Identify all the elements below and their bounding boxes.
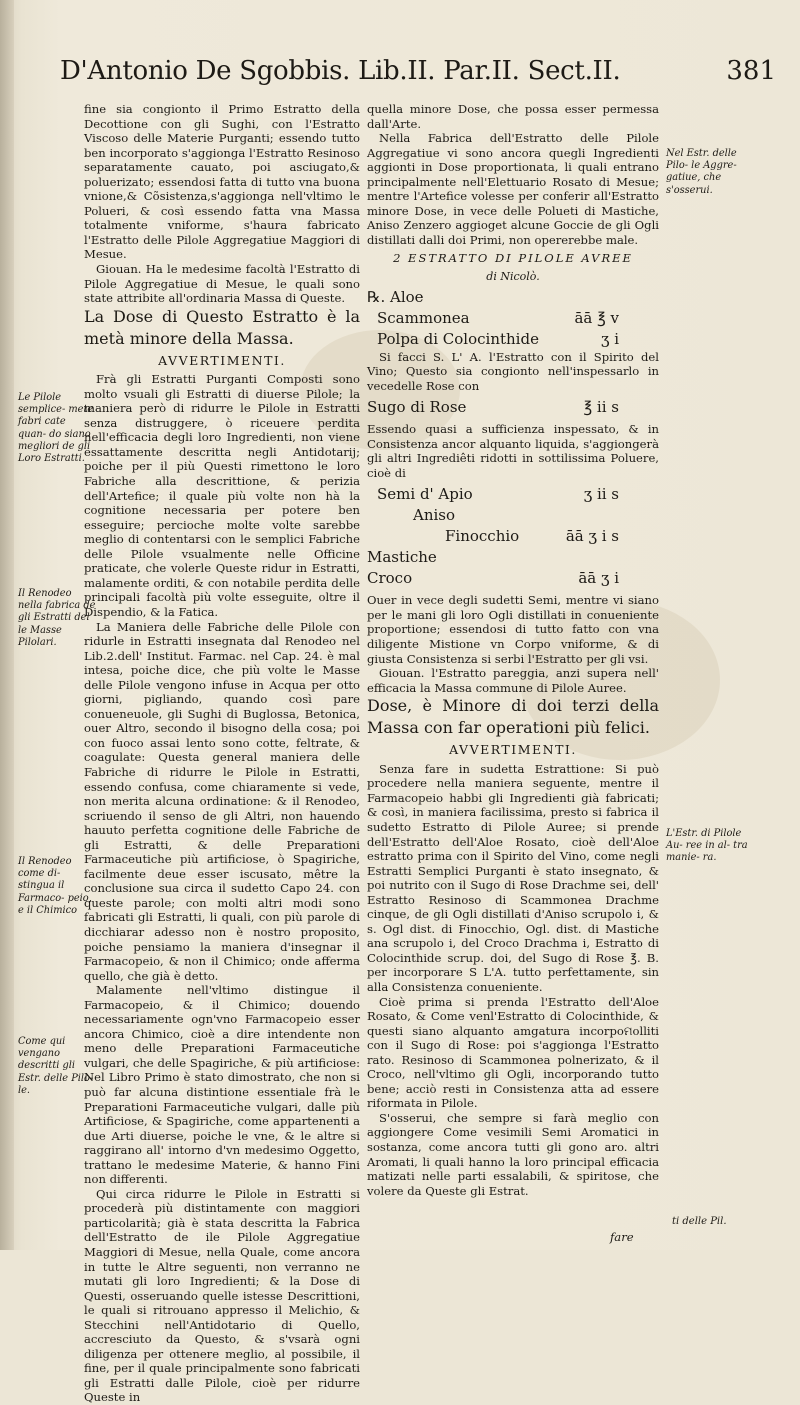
section-heading: AVVERTIMENTI. <box>158 352 286 368</box>
ingredient-name: Finocchio <box>445 527 520 546</box>
margin-note: Le Pilole semplice- mete fabri cate quan- do siano megliori de gli Loro Estratti. <box>18 392 94 465</box>
paragraph: Cioè prima si prenda l'Estratto dell'Aloe Rosato, & Come venl'Estratto di Colocinthide, & questi siano alquanto amgatura incorpoମolliti con il Sugo di Rose: poi s'aggionga l'Estratto rato. Resinoso di Scammonea polnerizato, & il Croco, nell'vltimo gli Ogli, incorporando tutto bene; acciò resti in Consistenza atta ad essere riformata in Pilole. <box>367 994 659 1111</box>
recipe-item <box>367 505 659 526</box>
ingredient-amount: ʒ ii s <box>583 485 619 504</box>
left-text-column <box>84 102 360 1405</box>
ingredient-name: ℞. Aloe <box>367 287 424 306</box>
recipe-item <box>367 547 659 568</box>
paragraph: quella minore Dose, che possa esser permessa dall'Arte. <box>367 102 659 131</box>
recipe-list <box>367 484 659 589</box>
dose-statement: La Dose di Questo Estratto è la metà minore della Massa. <box>84 306 360 348</box>
page-number: 381 <box>726 56 776 86</box>
recipe-item <box>367 526 659 547</box>
margin-note: Come qui vengano descritti gli Estr. delle Pilo- le. <box>18 1036 94 1096</box>
ingredient-amount: āā ʒ i <box>578 569 619 588</box>
ingredient-name: Polpa di Colocinthide <box>377 329 539 348</box>
ingredient-name: Sugo di Rose <box>367 398 467 417</box>
ingredient-name: Semi d' Apio <box>377 485 473 504</box>
right-text-column <box>367 102 659 1198</box>
paragraph: Giouan. l'Estratto pareggia, anzi supera nell' efficacia la Massa commune di Pilole Auree. <box>367 666 659 695</box>
margin-note: ti delle Pil. <box>672 1216 727 1227</box>
ingredient-amount: ℥ ii s <box>583 398 619 417</box>
paragraph: Ouer in vece degli sudetti Semi, mentre vi siano per le mani gli loro Ogli distillati in conueniente proportione; essendosi di tutto fatto con vna diligente Mistione vn Corpo vniforme, & di giusta Consistenza si serbi l'Estratto per gli vsi. <box>367 593 659 666</box>
paragraph: Nella Fabrica dell'Estratto delle Pilole Aggregatiue vi sono ancora quegli Ingredienti aggionti in Dose proportionata, li quali entrano principalmente nell'Elettuario Rosato di Mesue; mentre l'Artefice volesse per conferir all'Estratto minore Dose, in vece delle Polueti di Mastiche, Aniso Zenzero aggioget alcune Goccie de gli Ogli distillati dalli doi Primi, non opererebbe male. <box>367 131 659 247</box>
ingredient-amount <box>619 505 659 526</box>
paragraph: Frà gli Estratti Purganti Composti sono molto vsuali gli Estratti di diuerse Pilole; la maniera però di ridurre le Pilole in Estratti senza distruggere, ò riceuere perdita nell'efficacia degli loro Ingredienti, non viene essattamente descritta negli Antidotarij; poiche per il più Questi rimettono le loro Fabriche alla descrittione, & perizia dell'Artefice; il quale più volte non hà la cognitione necessaria per potere ben esseguire; percioche molte volte sarebbe meglio di contentarsi con le semplici Fabriche delle Pilole vsualmente nelle Officine praticate, che volerle Queste ridur in Estratti, malamente orditi, & con notabile perdita delle principali facoltà più volte esseguite, oltre il Dispendio, & la Fatica. <box>84 372 360 619</box>
paragraph: fine sia congionto il Primo Estratto della Decottione con gli Sughi, con l'Estratto Viscoso delle Materie Purganti; essendo tutto ben incorporato s'aggionga l'Estratto Resinoso separatamente cauato, poi asciugato,& poluerizato; essendosi fatta di tutto vna buona vnione,& Cõsistenza,s'aggionga nell'vltimo le Polueri, & così essendo fatta vna Massa totalmente vniforme, s'haura fabricato l'Estratto delle Pilole Aggregatiue Maggiori di Mesue. <box>84 102 360 262</box>
recipe-author: di Nicolò. <box>486 270 540 284</box>
recipe-item <box>367 397 659 418</box>
recipe-title: 2 ESTRATTO DI PILOLE AVREE <box>393 251 633 266</box>
paragraph: La Maniera delle Fabriche delle Pilole con ridurle in Estratti insegnata dal Renodeo nel Lib.2.dell' Institut. Farmac. nel Cap. 24. è mal intesa, poiche dice, che più volte le Masse delle Pilole vengono infuse in Acqua per otto giorni, pigliando, quando così pare conueneuole, gli Sughi di Buglossa, Betonica, ouer Altro, secondo il bisogno della cosa; poi con fuoco assai lento sono cotte, feltrate, & coagulate: Questa general maniera delle Fabriche di ridurre le Pilole in Estratti, essendo confusa, come chiaramente si vede, non merita alcuna ordinatione: & il Renodeo, scriuendo il senso de gli Altri, non hauendo hauuto perfetta cognitione delle Fabriche de gli Estratti, & delle Preparationi Farmaceutiche più artificiose, ò Spagiriche, facilmente deue esser iscusato, mêtre la conclusione sua circa il sudetto Capo 24. con queste parole; con molti altri modi sono fabricati gli Estratti, li quali, con più parole di dicchiarar adesso non è nostro proposito, poiche pensiamo la maniera d'insegnar il Farmacopeio, & non il Chimico; onde afferma quello, che già è detto. <box>84 619 360 983</box>
dose-statement: Dose, è Minore di doi terzi della Massa con far operationi più felici. <box>367 696 659 738</box>
ingredient-name: Mastiche <box>367 548 437 567</box>
running-title: D'Antonio De Sgobbis. Lib.II. Par.II. Sect.II. <box>60 56 621 86</box>
paragraph: Qui circa ridurre le Pilole in Estratti si procederà più distintamente con maggiori particolarità; già è stata descritta la Fabrica dell'Estratto de ile Pilole Aggregatiue Maggiori di Mesue, nella Quale, come ancora in tutte le Altre seguenti, non verranno ne mutati gli loro Ingredienti; & la Dose di Questi, osseruando quelle istesse Descrittioni, le quali si ritrouano appresso il Melichio, & Stecchini nell'Antidotario di Quello, accresciuto da Questo, & s'vsarà ogni diligenza per ottenere meglio, al possibile, il fine, per il quale principalmente sono fabricati gli Estratti dalle Pilole, cioè per ridurre Queste in <box>84 1186 360 1405</box>
paragraph: Senza fare in sudetta Estrattione: Si può procedere nella maniera seguente, mentre il Farmacopeio habbi gli Ingredienti già fabricati; & così, in maniera facilissima, presto si fabrica il sudetto Estratto di Pilole Auree; si prende dell'Estratto dell'Aloe Rosato, cioè dell'Aloe estratto prima con il Spirito del Vino, come negli Estratti Semplici Purganti è stato insegnato, & poi nutrito con il Sugo di Rose Drachme sei, dell' Estratto Resinoso di Scammonea Drachme cinque, de gli Ogli distillati d'Aniso scrupolo i, & s. Ogl dist. di Finocchio, Ogl. dist. di Mastiche ana scrupolo i, del Croco Drachma i, Estratto di Colocinthide scrup. doi, del Sugo di Rose ℥. B. per incorporare S L'A. tutto perfettamente, sin alla Consistenza conueniente. <box>367 761 659 994</box>
paragraph: Malamente nell'vltimo distingue il Farmacopeio, & il Chimico; douendo necessariamente ogn'vno Farmacopeio esser ancora Chimico, cioè a dire intendente non meno delle Preparationi Farmaceutiche vulgari, che delle Spagiriche, & più artificiose: Nel Libro Primo è stato dimostrato, che non si può far alcuna distintione essentiale frà le Preparationi Farmaceutiche vulgari, dalle più Artificiose, & Spagiriche, come appartenenti a due Arti diuerse, poiche le vne, & le altre si raggirano all' intorno d'vn medesimo Oggetto, trattano le medesime Materie, & hanno Fini non differenti. <box>84 983 360 1187</box>
recipe-item <box>367 329 659 350</box>
ingredient-amount <box>619 547 659 568</box>
ingredient-name: Scammonea <box>377 308 470 327</box>
margin-note: Il Renodeo come di- stingua il Farmaco- peio, e il Chimico <box>18 856 92 916</box>
recipe-item <box>367 484 659 505</box>
ingredient-amount <box>619 287 659 308</box>
section-heading: AVVERTIMENTI. <box>449 742 577 758</box>
ingredient-name: Croco <box>367 569 413 588</box>
paragraph: Si facci S. L' A. l'Estratto con il Spirito del Vino; Questo sia congionto nell'inspessarlo in vecedelle Rose con <box>367 349 659 393</box>
recipe-item <box>367 308 659 329</box>
paragraph: Giouan. Ha le medesime facoltà l'Estratto di Pilole Aggregatiue di Mesue, le quali sono state attribite all'ordinaria Massa di Queste. <box>84 262 360 306</box>
margin-note: L'Estr. di Pilole Au- ree in al- tra manie- ra. <box>666 828 748 864</box>
ingredient-amount: āā ℥ v <box>574 308 619 327</box>
catchword: fare <box>610 1230 634 1244</box>
page-binding-shadow <box>0 0 14 1250</box>
margin-note: Il Renodeo nella fabrica de gli Estratti del le Masse Pilolari. <box>18 588 96 648</box>
ingredient-amount: āā ʒ i s <box>565 527 619 546</box>
ingredient-name: Aniso <box>413 506 456 525</box>
ingredient-amount: ʒ i <box>600 329 619 348</box>
recipe-item <box>367 287 659 308</box>
recipe-item <box>367 568 659 589</box>
paragraph: Essendo quasi a sufficienza inspessato, & in Consistenza ancor alquanto liquida, s'aggiongerà gli altri Ingrediêti ridotti in sottilissima Poluere, cioè di <box>367 422 659 480</box>
paragraph: S'osserui, che sempre si farà meglio con aggiongere Come vesimili Semi Aromatici in sostanza, come ancora tutti gli gono aro. altri Aromati, li quali hanno la loro principal efficacia matizati nelle parti essalabili, & spiritose, che volere da Queste gli Estrat. <box>367 1110 659 1198</box>
margin-note: Nel Estr. delle Pilo- le Aggre- gatiue, che s'osserui. <box>666 148 737 196</box>
recipe-list <box>367 287 659 350</box>
running-header <box>60 52 780 98</box>
